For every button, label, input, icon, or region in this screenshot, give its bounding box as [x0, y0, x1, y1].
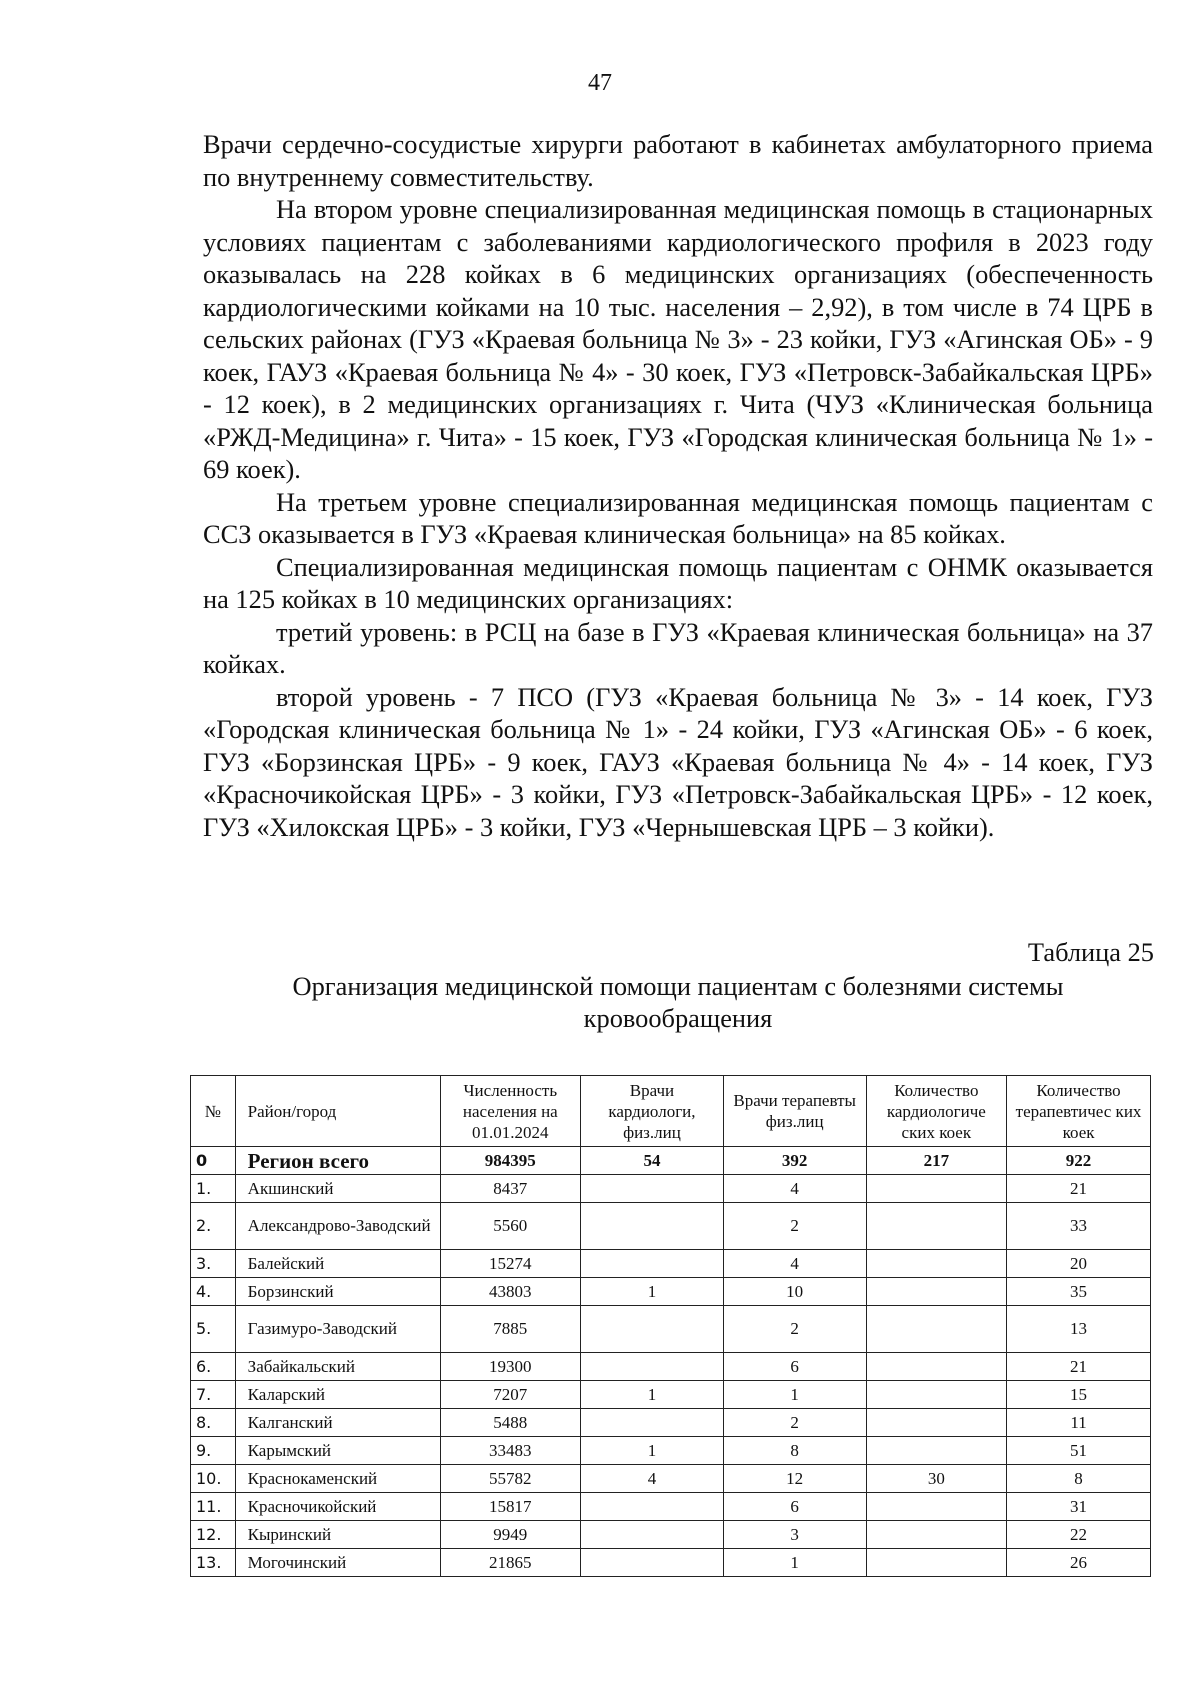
cell-cardio-beds — [866, 1549, 1007, 1577]
paragraph-6: второй уровень - 7 ПСО (ГУЗ «Краевая больница № 3» - 14 коек, ГУЗ «Городская клиническая больница № 1» - 24 койки, ГУЗ «Агинская ОБ» - 6 коек, ГУЗ «Борзинская ЦРБ» - 9 коек, ГАУЗ «Краевая больница № 4» - 14 коек, ГУЗ «Красночикойская ЦРБ» - 3 койки, ГУЗ «Петровск-Забайкальская ЦРБ» - 12 коек, ГУЗ «Хилокская ЦРБ» - 3 койки, ГУЗ «Чернышевская ЦРБ – 3 койки). — [203, 681, 1153, 842]
cell-no: 6. — [191, 1353, 236, 1381]
cell-cardiologists — [581, 1409, 724, 1437]
cell-therapists: 3 — [723, 1521, 866, 1549]
cell-cardio-beds — [866, 1353, 1007, 1381]
paragraph-1: Врачи сердечно-сосудистые хирурги работают в кабинетах амбулаторного приема по внутреннему совместительству. — [203, 129, 1153, 192]
table-row — [191, 1437, 1151, 1465]
cell-therapy-beds: 8 — [1007, 1465, 1151, 1493]
cell-region: Балейский — [235, 1250, 440, 1278]
header-cardiologists: Врачи кардиологи, физ.лиц — [581, 1076, 724, 1147]
cell-no: 1. — [191, 1175, 236, 1203]
cell-cardio-beds — [866, 1493, 1007, 1521]
cell-therapists: 6 — [723, 1493, 866, 1521]
cell-therapy-beds: 51 — [1007, 1437, 1151, 1465]
table-row — [191, 1203, 1151, 1250]
cell-cardio-beds — [866, 1175, 1007, 1203]
table-row — [191, 1175, 1151, 1203]
cell-no: 10. — [191, 1465, 236, 1493]
cell-population: 43803 — [440, 1278, 581, 1306]
cell-therapists: 2 — [723, 1409, 866, 1437]
cell-therapy-beds: 13 — [1007, 1306, 1151, 1353]
cell-cardiologists: 4 — [581, 1465, 724, 1493]
cell-cardio-beds: 30 — [866, 1465, 1007, 1493]
header-population: Численность населения на 01.01.2024 — [440, 1076, 581, 1147]
cell-region: Акшинский — [235, 1175, 440, 1203]
cell-population: 55782 — [440, 1465, 581, 1493]
table-header-row — [191, 1076, 1151, 1147]
cell-cardiologists: 1 — [581, 1437, 724, 1465]
cell-cardiologists: 1 — [581, 1278, 724, 1306]
cell-population: 5560 — [440, 1203, 581, 1250]
cell-therapy-beds: 922 — [1007, 1147, 1151, 1175]
header-therapists: Врачи терапевты физ.лиц — [723, 1076, 866, 1147]
header-cardio-beds: Количество кардиологиче ских коек — [866, 1076, 1007, 1147]
cell-cardiologists — [581, 1175, 724, 1203]
cell-population: 21865 — [440, 1549, 581, 1577]
cell-no: 7. — [191, 1381, 236, 1409]
cell-region: Краснокаменский — [235, 1465, 440, 1493]
cell-population: 7885 — [440, 1306, 581, 1353]
table-title: Организация медицинской помощи пациентам с болезнями системы кровообращения — [292, 971, 1064, 1033]
cell-population: 5488 — [440, 1409, 581, 1437]
cell-therapy-beds: 11 — [1007, 1409, 1151, 1437]
table-row — [191, 1250, 1151, 1278]
table-label: Таблица 25 — [1027, 937, 1154, 967]
cell-region: Борзинский — [235, 1278, 440, 1306]
cell-region: Кыринский — [235, 1521, 440, 1549]
cell-cardio-beds — [866, 1250, 1007, 1278]
cell-no: 12. — [191, 1521, 236, 1549]
cell-population: 9949 — [440, 1521, 581, 1549]
cell-therapists: 392 — [723, 1147, 866, 1175]
cell-population: 19300 — [440, 1353, 581, 1381]
cell-cardiologists — [581, 1306, 724, 1353]
cell-cardio-beds — [866, 1437, 1007, 1465]
cell-therapists: 6 — [723, 1353, 866, 1381]
cell-no: 11. — [191, 1493, 236, 1521]
cell-population: 984395 — [440, 1147, 581, 1175]
cell-population: 7207 — [440, 1381, 581, 1409]
cell-therapists: 8 — [723, 1437, 866, 1465]
table-row — [191, 1493, 1151, 1521]
cell-cardiologists: 54 — [581, 1147, 724, 1175]
cell-therapy-beds: 15 — [1007, 1381, 1151, 1409]
cell-population: 15817 — [440, 1493, 581, 1521]
header-therapy-beds: Количество терапевтичес ких коек — [1007, 1076, 1151, 1147]
table-row — [191, 1306, 1151, 1353]
cell-no: 3. — [191, 1250, 236, 1278]
paragraph-4: Специализированная медицинская помощь пациентам с ОНМК оказывается на 125 койках в 10 медицинских организациях: — [203, 551, 1153, 614]
header-region: Район/город — [235, 1076, 440, 1147]
cell-population: 33483 — [440, 1437, 581, 1465]
cell-cardio-beds — [866, 1381, 1007, 1409]
table-row-total — [191, 1147, 1151, 1175]
data-table — [190, 1075, 1151, 1577]
cell-therapy-beds: 33 — [1007, 1203, 1151, 1250]
cell-therapy-beds: 20 — [1007, 1250, 1151, 1278]
cell-therapists: 12 — [723, 1465, 866, 1493]
cell-therapists: 4 — [723, 1250, 866, 1278]
table-row — [191, 1409, 1151, 1437]
cell-cardiologists — [581, 1521, 724, 1549]
cell-cardiologists — [581, 1203, 724, 1250]
paragraph-3: На третьем уровне специализированная медицинская помощь пациентам с ССЗ оказывается в ГУЗ «Краевая клиническая больница» на 85 койках. — [203, 486, 1153, 549]
cell-therapy-beds: 21 — [1007, 1175, 1151, 1203]
cell-population: 15274 — [440, 1250, 581, 1278]
cell-no: 8. — [191, 1409, 236, 1437]
cell-no: 2. — [191, 1203, 236, 1250]
cell-therapists: 10 — [723, 1278, 866, 1306]
cell-therapists: 4 — [723, 1175, 866, 1203]
cell-cardio-beds: 217 — [866, 1147, 1007, 1175]
cell-therapy-beds: 26 — [1007, 1549, 1151, 1577]
cell-no: 0 — [191, 1147, 236, 1175]
body-text — [203, 128, 1153, 843]
table-row — [191, 1381, 1151, 1409]
cell-cardiologists: 1 — [581, 1381, 724, 1409]
cell-therapists: 1 — [723, 1549, 866, 1577]
paragraph-2: На втором уровне специализированная медицинская помощь в стационарных условиях пациентам с заболеваниями кардиологического профиля в 2023 году оказывалась на 228 койках в 6 медицинских организациях (обеспеченность кардиологическими койками на 10 тыс. населения – 2,92), в том числе в 74 ЦРБ в сельских районах (ГУЗ «Краевая больница № 3» - 23 койки, ГУЗ «Агинская ОБ» - 9 коек, ГАУЗ «Краевая больница № 4» - 30 коек, ГУЗ «Петровск-Забайкальская ЦРБ» - 12 коек), в 2 медицинских организациях г. Чита (ЧУЗ «Клиническая больница «РЖД-Медицина» г. Чита» - 15 коек, ГУЗ «Городская клиническая больница № 1» - 69 коек). — [203, 194, 1153, 484]
cell-therapy-beds: 22 — [1007, 1521, 1151, 1549]
cell-cardiologists — [581, 1493, 724, 1521]
cell-region: Газимуро-Заводский — [235, 1306, 440, 1353]
cell-therapy-beds: 35 — [1007, 1278, 1151, 1306]
paragraph-5: третий уровень: в РСЦ на базе в ГУЗ «Краевая клиническая больница» на 37 койках. — [203, 616, 1153, 679]
cell-population: 8437 — [440, 1175, 581, 1203]
cell-cardio-beds — [866, 1278, 1007, 1306]
cell-cardio-beds — [866, 1203, 1007, 1250]
cell-therapy-beds: 31 — [1007, 1493, 1151, 1521]
header-no: № — [191, 1076, 236, 1147]
cell-region: Карымский — [235, 1437, 440, 1465]
cell-therapists: 2 — [723, 1306, 866, 1353]
cell-therapists: 2 — [723, 1203, 866, 1250]
table-row — [191, 1353, 1151, 1381]
cell-region: Александрово-Заводский — [235, 1203, 440, 1250]
cell-region: Регион всего — [235, 1147, 440, 1175]
cell-region: Красночикойский — [235, 1493, 440, 1521]
cell-cardiologists — [581, 1353, 724, 1381]
cell-region: Могочинский — [235, 1549, 440, 1577]
cell-no: 9. — [191, 1437, 236, 1465]
cell-cardiologists — [581, 1250, 724, 1278]
cell-therapists: 1 — [723, 1381, 866, 1409]
table-row — [191, 1278, 1151, 1306]
cell-region: Калганский — [235, 1409, 440, 1437]
page-number: 47 — [588, 70, 612, 96]
cell-region: Забайкальский — [235, 1353, 440, 1381]
cell-cardio-beds — [866, 1521, 1007, 1549]
table-row — [191, 1465, 1151, 1493]
cell-cardio-beds — [866, 1306, 1007, 1353]
cell-cardio-beds — [866, 1409, 1007, 1437]
cell-no: 4. — [191, 1278, 236, 1306]
table-row — [191, 1521, 1151, 1549]
cell-no: 5. — [191, 1306, 236, 1353]
cell-therapy-beds: 21 — [1007, 1353, 1151, 1381]
cell-region: Каларский — [235, 1381, 440, 1409]
cell-cardiologists — [581, 1549, 724, 1577]
table-row — [191, 1549, 1151, 1577]
cell-no: 13. — [191, 1549, 236, 1577]
